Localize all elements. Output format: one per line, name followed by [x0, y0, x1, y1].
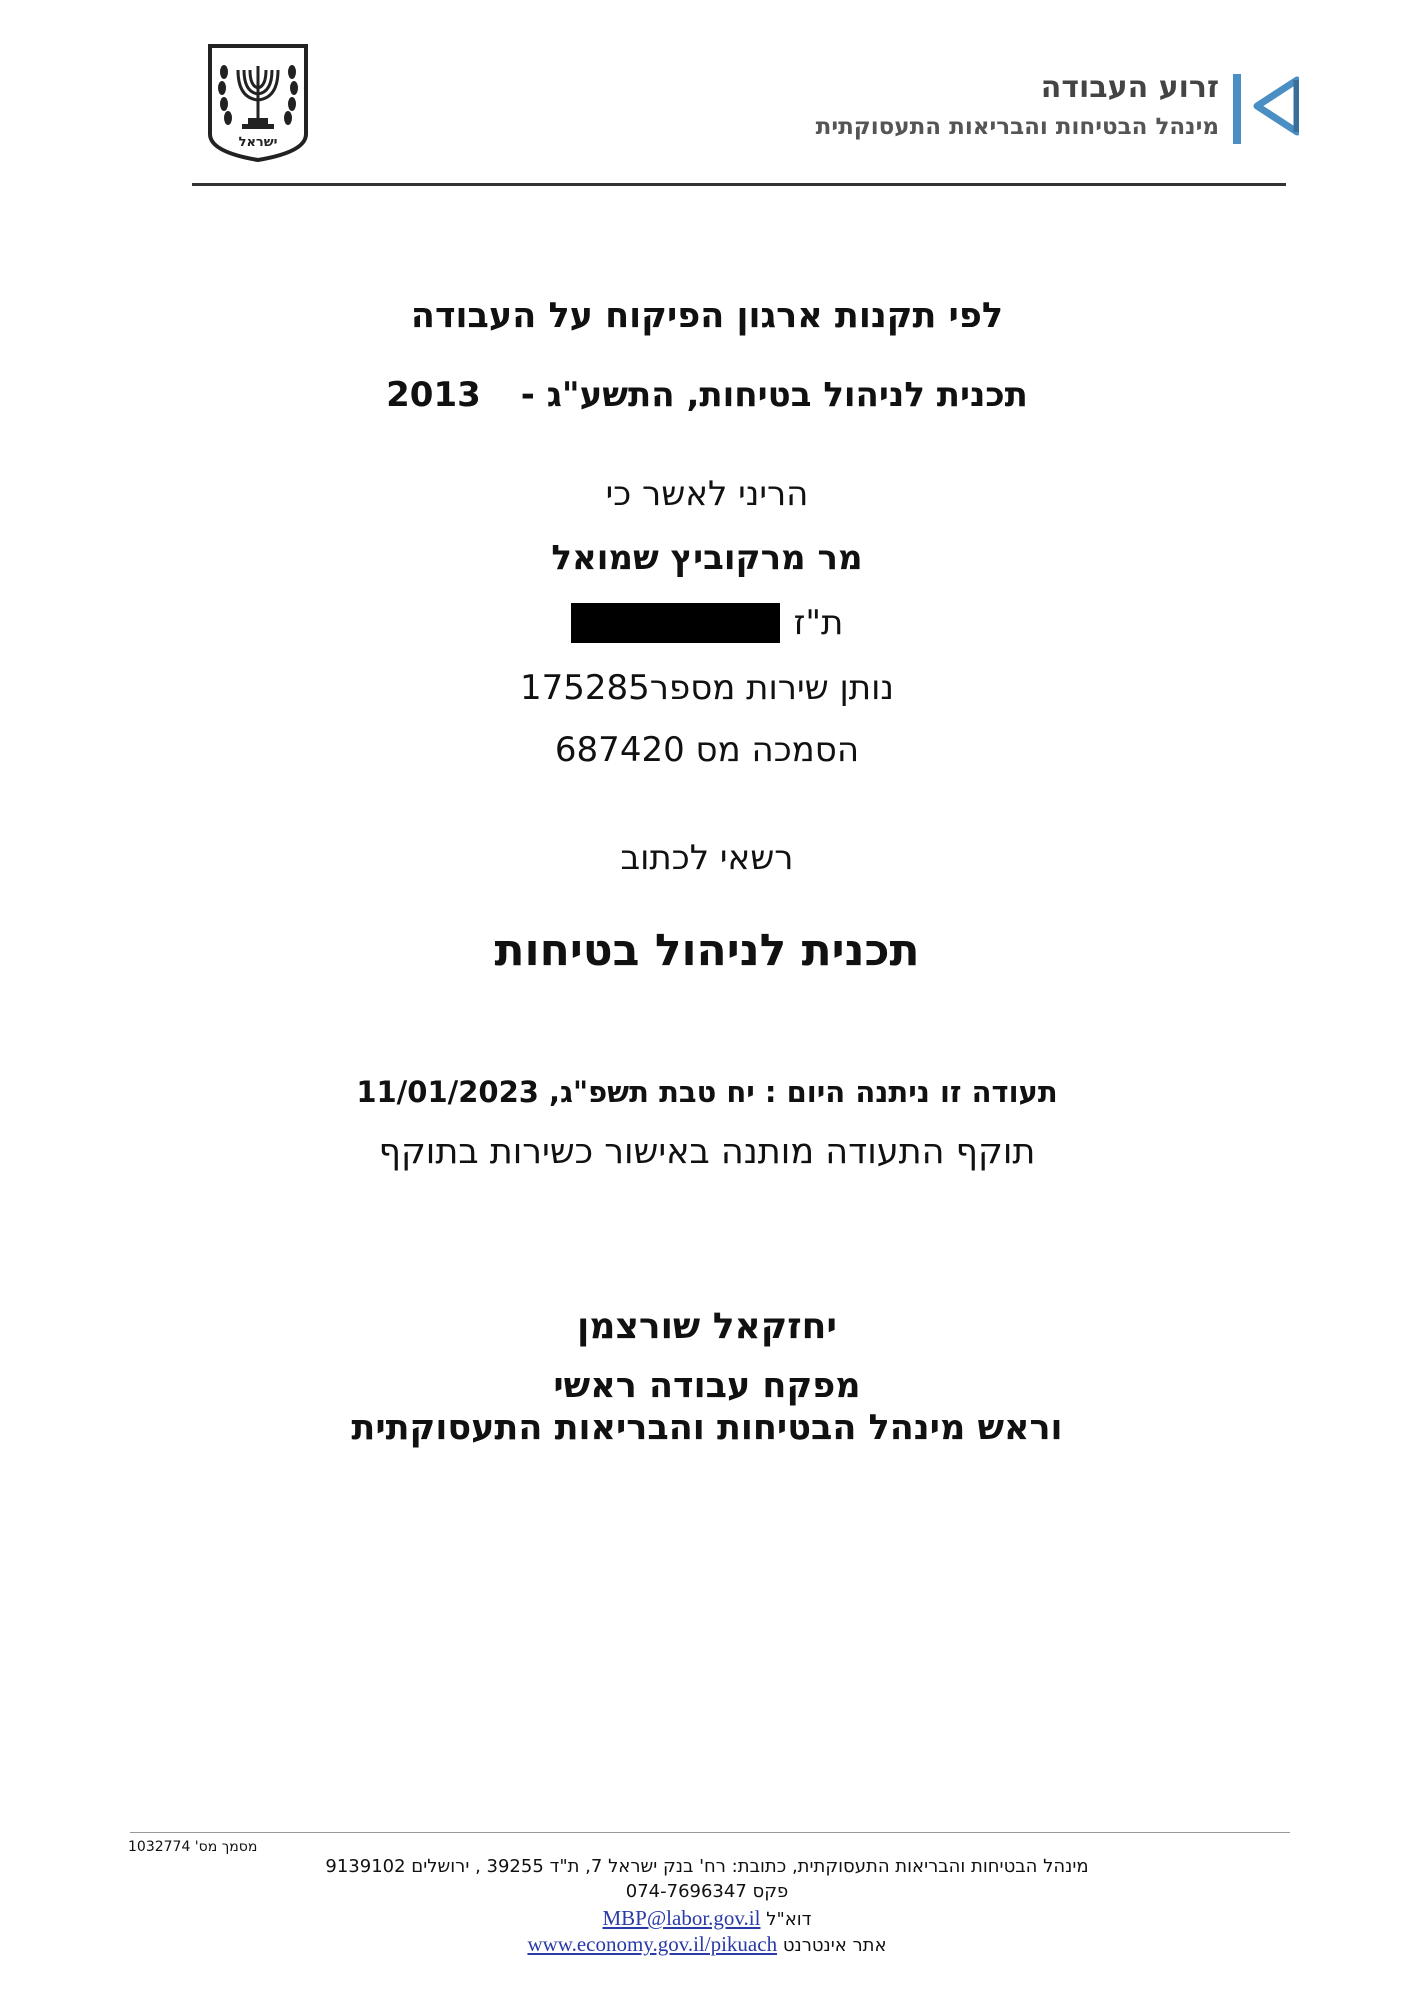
- brand-divider: [1233, 74, 1241, 144]
- footer-fax: [0, 1881, 1414, 1902]
- header-divider: [192, 183, 1286, 186]
- license-line: הסמכה מס 687420: [554, 730, 860, 770]
- footer-email: [0, 1906, 1414, 1931]
- email-link[interactable]: MBP@labor.gov.il: [602, 1906, 761, 1930]
- service-provider-line: נותן שירות מספר175285: [520, 668, 894, 708]
- plan-year: 2013: [386, 375, 481, 415]
- org-title: זרוע העבודה: [1040, 70, 1219, 105]
- fax-label: פקס: [752, 1881, 789, 1902]
- footer-divider: [130, 1832, 1290, 1833]
- person-name: מר מרקוביץ שמואל: [551, 538, 863, 578]
- issue-date-line: תעודה זו ניתנה היום : יח טבת תשפ"ג, 11/01/2023: [356, 1075, 1058, 1109]
- emblem-caption: ישראל: [238, 135, 278, 150]
- subject-title: תכנית לניהול בטיחות: [494, 925, 920, 976]
- website-label: אתר אינטרנט: [782, 1935, 887, 1956]
- signer-title: מפקח עבודה ראשי: [553, 1366, 861, 1406]
- ministry-logo-icon: [1253, 76, 1299, 136]
- website-link[interactable]: www.economy.gov.il/pikuach: [527, 1932, 778, 1956]
- regulation-line: לפי תקנות ארגון הפיקוח על העבודה: [410, 296, 1004, 336]
- document-number: מסמך מס' 1032774: [128, 1839, 258, 1855]
- fax-value: 074-7696347: [625, 1881, 747, 1902]
- org-subtitle: מינהל הבטיחות והבריאות התעסוקתית: [815, 114, 1219, 140]
- state-emblem-icon: [206, 42, 310, 162]
- authorized-line: רשאי לכתוב: [620, 838, 794, 878]
- signer-role: וראש מינהל הבטיחות והבריאות התעסוקתית: [351, 1408, 1063, 1448]
- id-line: [0, 603, 1414, 643]
- email-label: דוא"ל: [766, 1909, 812, 1930]
- id-value-redacted: 39942669: [571, 603, 780, 643]
- footer-address: מינהל הבטיחות והבריאות התעסוקתית, כתובת: רח' בנק ישראל 7, ת"ד 39255 , ירושלים 9139102: [325, 1856, 1089, 1877]
- footer-website: [0, 1932, 1414, 1957]
- plan-title: תכנית לניהול בטיחות, התשע"ג -: [520, 375, 1028, 415]
- validity-line: תוקף התעודה מותנה באישור כשירות בתוקף: [378, 1132, 1036, 1172]
- plan-line: [0, 375, 1414, 415]
- certify-line: הריני לאשר כי: [605, 474, 809, 514]
- id-label: ת"ז: [793, 603, 844, 643]
- signer-name: יחזקאל שורצמן: [576, 1306, 837, 1347]
- ministry-branding: [739, 70, 1299, 150]
